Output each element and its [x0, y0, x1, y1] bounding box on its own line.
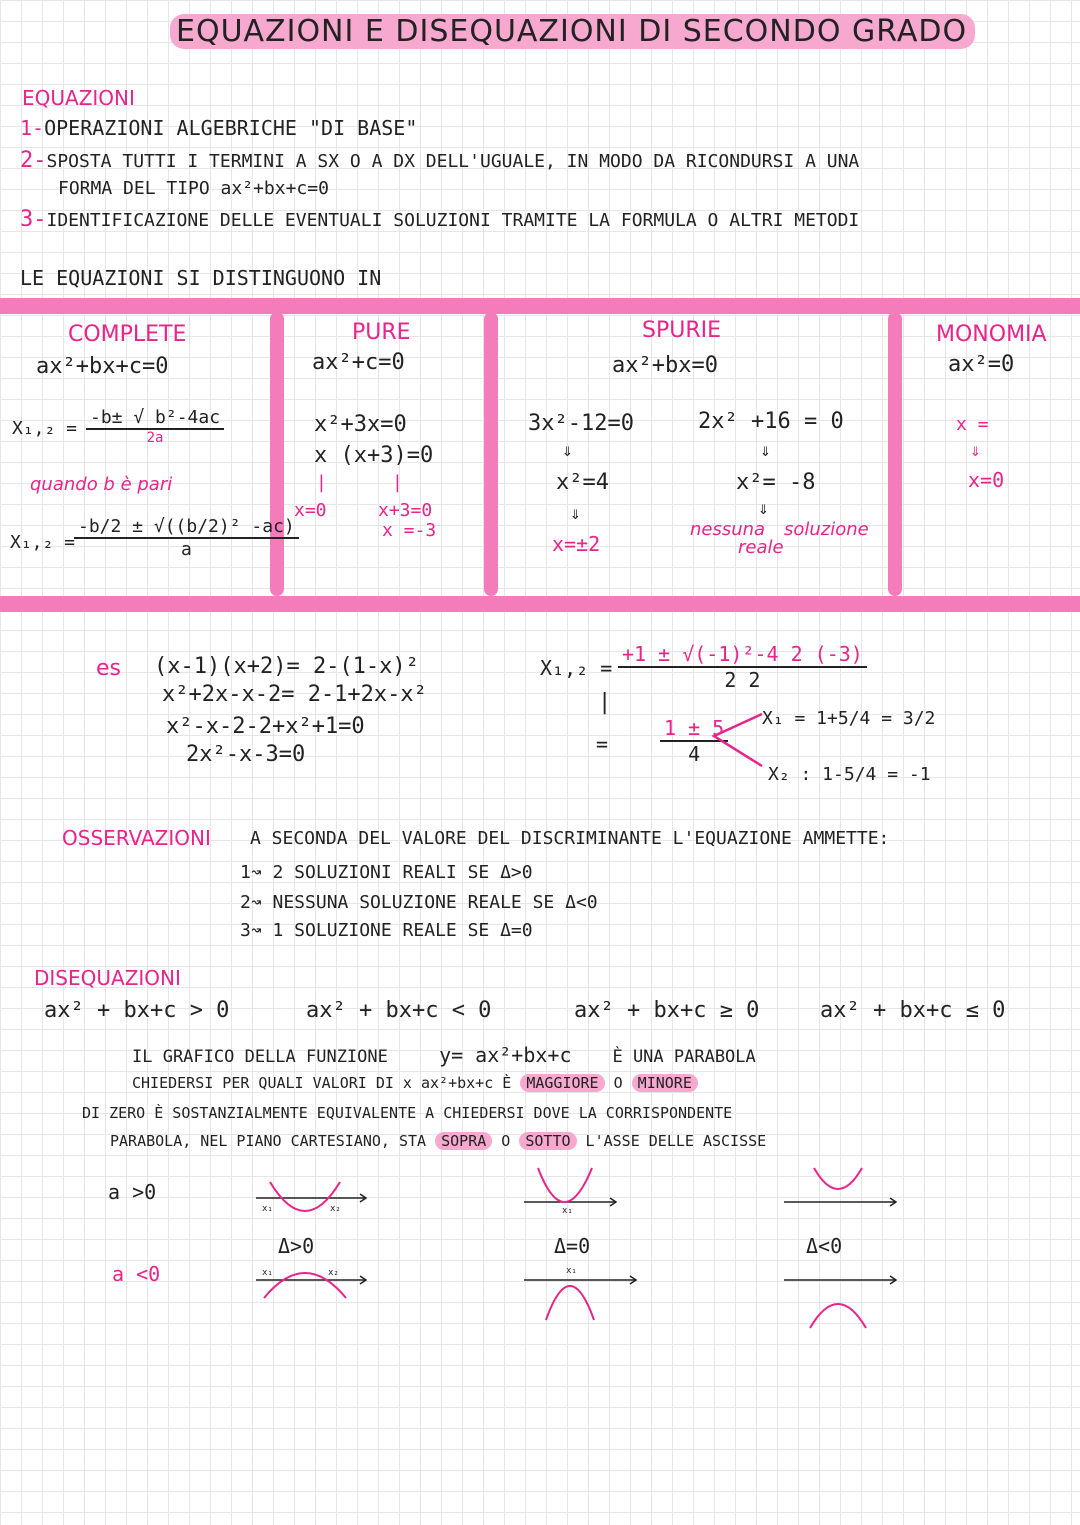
- example-sol-formula: $\frac{\text{+1 ± √(-1)²-4 2 (-3)}}{2 2}$: [618, 642, 867, 692]
- monomia-title: MONOMIA: [936, 322, 1047, 347]
- spurie-a-sol: x=±2: [552, 532, 601, 556]
- gx2-b: x₂: [328, 1268, 339, 1278]
- complete-form: ax²+bx+c=0: [36, 354, 169, 379]
- example-x1: X₁ = 1+5/4 = 3/2: [762, 708, 936, 729]
- example-line-4: 2x²-x-3=0: [186, 742, 306, 767]
- example-eq: =: [596, 732, 609, 756]
- pure-tick2: |: [392, 472, 403, 493]
- pure-sol2b: x =-3: [382, 520, 437, 541]
- example-frac: $\frac{1 \pm 5}{4}$: [660, 716, 728, 766]
- pure-form: ax²+c=0: [312, 350, 405, 375]
- complete-formula-lhs: X₁,₂ =: [12, 418, 78, 439]
- gx1-b: x₁: [262, 1268, 273, 1278]
- osservazioni-text: A SECONDA DEL VALORE DEL DISCRIMINANTE L'EQUAZIONE AMMETTE:: [250, 828, 890, 849]
- example-bar: |: [598, 690, 612, 715]
- distinguish-text: LE EQUAZIONI SI DISTINGUONO IN: [20, 266, 382, 290]
- spurie-a-arrow2: ⇓: [570, 503, 581, 524]
- monomia-ex: x =: [956, 414, 989, 435]
- example-line-1: (x-1)(x+2)= 2-(1-x)²: [154, 654, 419, 679]
- delta-zero: Δ=0: [554, 1234, 591, 1258]
- complete-note: quando b è pari: [30, 474, 173, 495]
- spurie-a-eq: 3x²-12=0: [528, 411, 634, 436]
- pure-tick1: |: [316, 472, 327, 493]
- spurie-b-sol1: nessuna: [690, 519, 766, 540]
- spurie-b-arrow2: ⇓: [758, 498, 769, 519]
- gx1-a: x₁: [262, 1204, 273, 1214]
- spurie-b-eq: 2x² +16 = 0: [698, 409, 844, 434]
- dis-line-1: IL GRAFICO DELLA FUNZIONE y= ax²+bx+c È UNA PARABOLA: [132, 1043, 756, 1067]
- example-branch: [706, 706, 766, 776]
- spurie-a-arrow1: ⇓: [562, 440, 573, 461]
- complete-formula2-lhs: X₁,₂ =: [10, 532, 76, 553]
- osservazioni-label: OSSERVAZIONI: [62, 826, 211, 850]
- example-x2: X₂ : 1-5/4 = -1: [768, 764, 931, 785]
- dis-form-2: ax² + bx+c < 0: [306, 998, 492, 1023]
- monomia-sol: x=0: [968, 468, 1005, 492]
- spurie-b-sol2: soluzione: [784, 519, 869, 540]
- gx2-a: x₂: [330, 1204, 341, 1214]
- spurie-title: SPURIE: [642, 318, 722, 343]
- step-1: 1-OPERAZIONI ALGEBRICHE "DI BASE": [20, 116, 418, 140]
- complete-formula2: $\frac{\text{-b/2 ± √((b/2)² -ac)}}{a}$: [74, 516, 299, 560]
- spurie-b-arrow1: ⇓: [760, 440, 771, 461]
- graph-neg-delta-zero: [520, 1264, 640, 1324]
- osservazioni-case-3: 3↝ 1 SOLUZIONE REALE SE Δ=0: [240, 920, 533, 941]
- pure-ex1: x²+3x=0: [314, 412, 407, 437]
- disequazioni-heading: DISEQUAZIONI: [34, 966, 181, 990]
- dis-line-3: DI ZERO È SOSTANZIALMENTE EQUIVALENTE A CHIEDERSI DOVE LA CORRISPONDENTE: [82, 1104, 733, 1122]
- a-positive: a >0: [108, 1180, 157, 1204]
- dis-line-2: CHIEDERSI PER QUALI VALORI DI x ax²+bx+c È MAGGIORE O MINORE: [132, 1074, 698, 1092]
- step-2: 2-SPOSTA TUTTI I TERMINI A SX O A DX DELL'UGUALE, IN MODO DA RICONDURSI A UNA: [20, 148, 860, 173]
- example-sol-lhs: X₁,₂ =: [540, 656, 613, 680]
- complete-title: COMPLETE: [68, 322, 187, 347]
- example-label: es: [96, 656, 121, 681]
- complete-formula: $\frac{\text{-b± √ b²-4ac}}{2a}$: [86, 407, 224, 446]
- delta-neg: Δ<0: [806, 1234, 843, 1258]
- gx1-d: x₁: [566, 1266, 577, 1276]
- dis-form-3: ax² + bx+c ≥ 0: [574, 998, 760, 1023]
- step-2-cont: FORMA DEL TIPO ax²+bx+c=0: [58, 178, 329, 199]
- spurie-b-step: x²= -8: [736, 470, 816, 495]
- divider-3: [888, 312, 902, 596]
- divider-2: [484, 312, 498, 596]
- monomia-form: ax²=0: [948, 352, 1015, 377]
- example-line-3: x²-x-2-2+x²+1=0: [166, 714, 365, 739]
- bottom-band: [0, 596, 1080, 612]
- delta-pos: Δ>0: [278, 1234, 315, 1258]
- monomia-arrow: ⇓: [970, 440, 981, 461]
- pure-sol1: x=0: [294, 500, 327, 521]
- top-band: [0, 298, 1080, 314]
- section-heading-equazioni: EQUAZIONI: [22, 86, 135, 110]
- dis-form-1: ax² + bx+c > 0: [44, 998, 230, 1023]
- pure-ex2: x (x+3)=0: [314, 443, 434, 468]
- dis-form-4: ax² + bx+c ≤ 0: [820, 998, 1006, 1023]
- spurie-a-step: x²=4: [556, 470, 609, 495]
- gx1-c: x₁: [562, 1206, 573, 1216]
- step-3: 3-IDENTIFICAZIONE DELLE EVENTUALI SOLUZIONI TRAMITE LA FORMULA O ALTRI METODI: [20, 207, 860, 232]
- example-line-2: x²+2x-x-2= 2-1+2x-x²: [162, 682, 427, 707]
- a-negative: a <0: [112, 1262, 161, 1286]
- pure-title: PURE: [352, 320, 411, 345]
- pure-sol2a: x+3=0: [378, 500, 433, 521]
- graph-pos-delta-neg: [780, 1164, 900, 1214]
- spurie-b-sol3: reale: [738, 537, 784, 558]
- osservazioni-case-2: 2↝ NESSUNA SOLUZIONE REALE SE Δ<0: [240, 892, 598, 913]
- spurie-form: ax²+bx=0: [612, 353, 718, 378]
- graph-neg-delta-neg: [780, 1272, 900, 1332]
- dis-line-4: PARABOLA, NEL PIANO CARTESIANO, STA SOPRA O SOTTO L'ASSE DELLE ASCISSE: [110, 1132, 767, 1150]
- osservazioni-case-1: 1↝ 2 SOLUZIONI REALI SE Δ>0: [240, 862, 533, 883]
- graph-neg-delta-pos: [250, 1258, 370, 1302]
- page-title: EQUAZIONI E DISEQUAZIONI DI SECONDO GRADO: [170, 14, 975, 49]
